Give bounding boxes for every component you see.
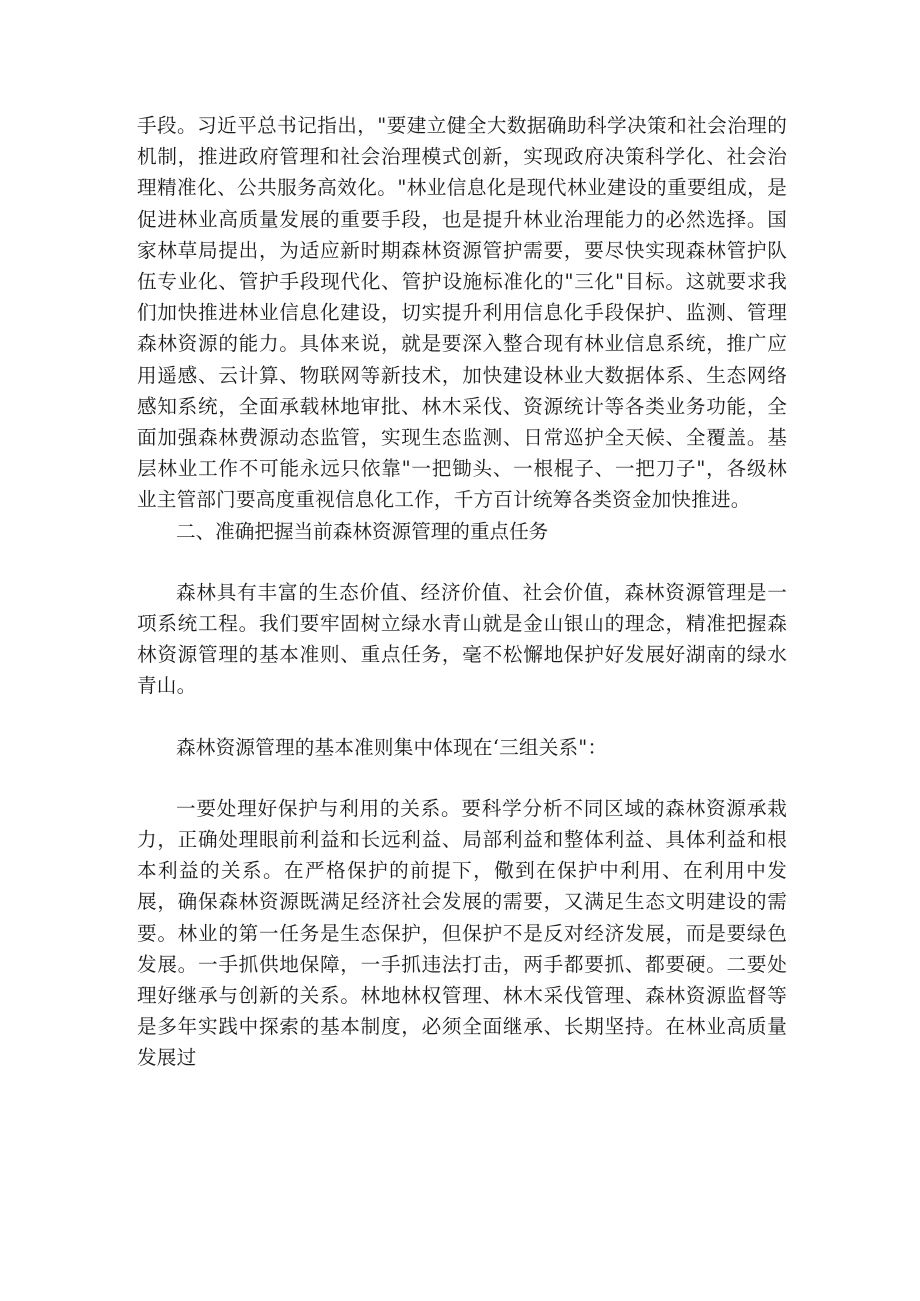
document-body xyxy=(137,110,787,1074)
section-heading: 二、准确把握当前森林资源管理的重点任务 xyxy=(176,519,549,543)
paragraph-basic-principles: 森林资源管理的基本准则集中体现在‘三组关系"： xyxy=(176,735,608,759)
paragraph-continuation: 手段。习近平总书记指出，"要建立健全大数据确助科学决策和社会治理的机制，推进政府管理和社会治理模式创新，实现政府决策科学化、社会治理精准化、公共服务高效化。"林业信息化是现代林业建设的重要组成，是促进林业高质量发展的重要手段，也是提升林业治理能力的必然选择。国家林草局提出，为适应新时期森林资源管护需要，要尽快实现森林管护队伍专业化、管护手段现代化、管护设施标准化的"三化"目标。这就要求我们加快推进林业信息化建设，切实提升利用信息化手段保护、监测、管理森林资源的能力。具体来说，就是要深入整合现有林业信息系统，推广应用遥感、云计算、物联网等新技术，加快建设林业大数据体系、生态网络感知系统，全面承载林地审批、林木采伐、资源统计等各类业务功能，全面加强森林费源动态监管，实现生态监测、日常巡护全天候、全覆盖。基层林业工作不可能永远只依靠"一把锄头、一根棍子、一把刀子"，各级林业主管部门要高度重视信息化工作，千方百计统筹各类资金加快推进。 xyxy=(137,114,787,512)
paragraph-forest-value: 森林具有丰富的生态价值、经济价值、社会价值，森林资源管理是一项系统工程。我们要牢固树立绿水青山就是金山银山的理念，精准把握森林资源管理的基本准则、重点任务，毫不松懈地保护好发展好湖南的绿水青山。 xyxy=(137,580,787,698)
paragraph-relationships: 一要处理好保护与利用的关系。要科学分析不同区域的森林资源承栽力，正确处理眼前利益和长远利益、局部利益和整体利益、具体利益和根本利益的关系。在严格保护的前提下，儆到在保护中利用、在利用中发展，确保森林资源既满足经济社会发展的需要，又满足生态文明建设的需要。林业的第一任务是生态保护，但保护不是反对经济发展，而是要绿色发展。一手抓供地保障，一手抓违法打击，两手都要抓、都要硬。二要处理好继承与创新的关系。林地林权管理、林木采伐管理、森林资源监督等是多年实践中探索的基本制度，必须全面继承、长期坚持。在林业高质量发展过 xyxy=(137,796,787,1070)
